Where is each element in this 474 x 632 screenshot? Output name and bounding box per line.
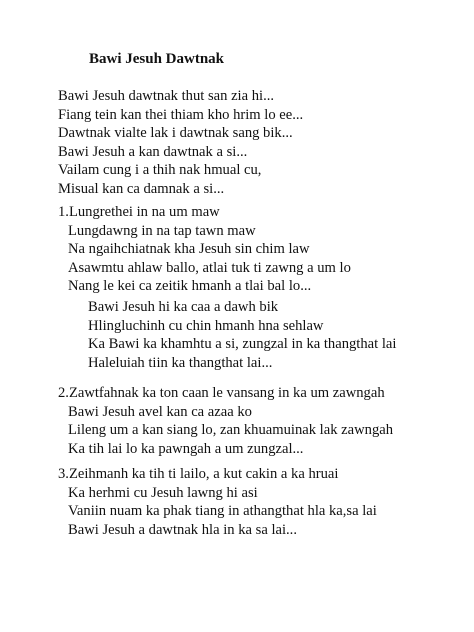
verse-3-line: Ka herhmi cu Jesuh lawng hi asi (68, 484, 258, 501)
intro-line: Bawi Jesuh dawtnak thut san zia hi... (58, 88, 275, 104)
intro-line: Bawi Jesuh a kan dawtnak a si... (58, 143, 248, 160)
verse-1 (58, 203, 351, 296)
verse-3-line: Vaniin nuam ka phak tiang in athangthat hla ka,sa lai (68, 503, 377, 519)
verse-1-line: Nang le kei ca zeitik hmanh a tlai bal lo... (68, 278, 312, 294)
verse-3-line: Bawi Jesuh a dawtnak hla in ka sa lai... (68, 521, 297, 538)
verse-2-first-line: 2.Zawtfahnak ka ton caan le vansang in ka um zawngah (58, 385, 385, 401)
chorus-line: Ka Bawi ka khamhtu a si, zungzal in ka thangthat lai (88, 336, 397, 352)
verse-3 (58, 465, 377, 539)
verse-1-first-line: 1.Lungrethei in na um maw (58, 204, 220, 220)
verse-1-line: Asawmtu ahlaw ballo, atlai tuk ti zawng a um lo (68, 259, 351, 276)
verse-2 (58, 384, 393, 458)
intro-line: Misual kan ca damnak a si... (58, 180, 225, 197)
page-title: Bawi Jesuh Dawtnak (89, 51, 225, 67)
verse-2-line: Lileng um a kan siang lo, zan khuamuinak lak zawngah (68, 422, 394, 438)
intro-stanza (58, 87, 303, 198)
verse-2-line: Ka tih lai lo ka pawngah a um zungzal... (68, 440, 304, 457)
chorus-line: Haleluiah tiin ka thangthat lai... (88, 354, 273, 371)
verse-2-line: Bawi Jesuh avel kan ca azaa ko (68, 403, 252, 420)
verse-3-first-line: 3.Zeihmanh ka tih ti lailo, a kut cakin a ka hruai (58, 466, 339, 482)
verse-1-line: Lungdawng in na tap tawn maw (68, 222, 256, 239)
intro-line: Dawtnak vialte lak i dawtnak sang bik... (58, 125, 293, 141)
intro-line: Vailam cung i a thih nak hmual cu, (58, 162, 262, 178)
chorus-line: Hlingluchinh cu chin hmanh hna sehlaw (88, 317, 324, 334)
chorus (88, 298, 396, 372)
intro-line: Fiang tein kan thei thiam kho hrim lo ee... (58, 106, 304, 123)
verse-1-line: Na ngaihchiatnak kha Jesuh sin chim law (68, 241, 310, 257)
chorus-line: Bawi Jesuh hi ka caa a dawh bik (88, 299, 279, 315)
